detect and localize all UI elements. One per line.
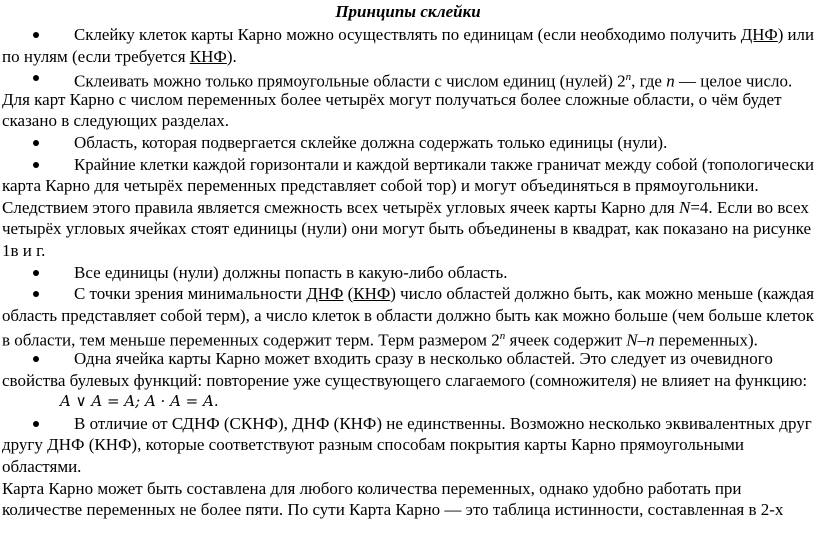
bullet-icon	[33, 270, 39, 276]
bullet-icon	[33, 421, 39, 427]
dnf-link[interactable]: ДНФ	[740, 25, 778, 44]
list-item-multiple-areas: Одна ячейка карты Карно может входить сразу в несколько областей. Это следует из очевидного свойства булевых функций: повторение уже существующего слагаемого (сомножителя) не влияет на функцию: A ∨ A = A; A · A = A.	[2, 348, 814, 413]
list-item-all-ones: Все единицы (нули) должны попасть в какую-либо область.	[2, 262, 814, 284]
paragraph-line: количестве переменных не более пяти. По сути Карта Карно — это таблица истинности, составленная в 2-х	[2, 500, 784, 520]
list-item-edge-cells: Крайние клетки каждой горизонтали и каждой вертикали также граничат между собой (топологически карта Карно для четырёх переменных представляет собой тор) и могут объединяться в прямоугольники. Следствием этого правила является смежность всех четырёх угловых ячеек карты Карно для N=4. Если во всех четырёх угловых ячейках стоят единицы (нули) они могут быть объединены в квадрат, как показано на рисунке 1в и г.	[2, 154, 814, 260]
list-item-non-unique: В отличие от СДНФ (СКНФ), ДНФ (КНФ) не единственны. Возможно несколько эквивалентных друг другу ДНФ (КНФ), которые соответствуют разным способам покрытия карты Карно прямоугольными областями.	[2, 413, 812, 476]
knf-link-2[interactable]: КНФ	[353, 284, 391, 304]
bullet-icon	[33, 32, 39, 38]
list-item-rectangular-areas: Склеивать можно только прямоугольные области с числом единиц (нулей) 2$^n$, где n — целое число. Для карт Карно с числом переменных более четырёх могут получаться более сложные области, о чём будет сказано в следующих разделах.	[2, 71, 793, 131]
closing-paragraph	[2, 478, 814, 521]
bullet-icon	[33, 162, 39, 168]
dnf-link-2[interactable]: ДНФ	[306, 284, 344, 304]
bullet-icon	[33, 75, 39, 81]
page-title: Принципы склейки	[335, 2, 481, 21]
bullet-icon	[33, 140, 39, 146]
boolean-formula: A ∨ A = A; A · A = A.	[60, 392, 219, 411]
list-item-gluing-ones-zeros: Склейку клеток карты Карно можно осуществлять по единицам (если необходимо получить ДНФ) или по нулям (если требуется КНФ).	[2, 25, 814, 66]
knf-link[interactable]: КНФ	[189, 46, 227, 66]
bullet-icon	[33, 356, 39, 362]
list-item-only-ones: Область, которая подвергается склейке должна содержать только единицы (нули).	[2, 132, 814, 154]
bullet-icon	[33, 291, 39, 297]
list-item-minimality: С точки зрения минимальности ДНФ (КНФ) число областей должно быть, как можно меньше (каждая область представляет собой терм), а число клеток в области должно быть как можно больше (чем больше клеток в области, тем меньше переменных содержит терм. Терм размером 2$^n$ ячеек содержит N–n переменных).	[2, 284, 814, 351]
paragraph-line: Карта Карно может быть составлена для любого количества переменных, однако удобно работать при	[2, 478, 742, 498]
